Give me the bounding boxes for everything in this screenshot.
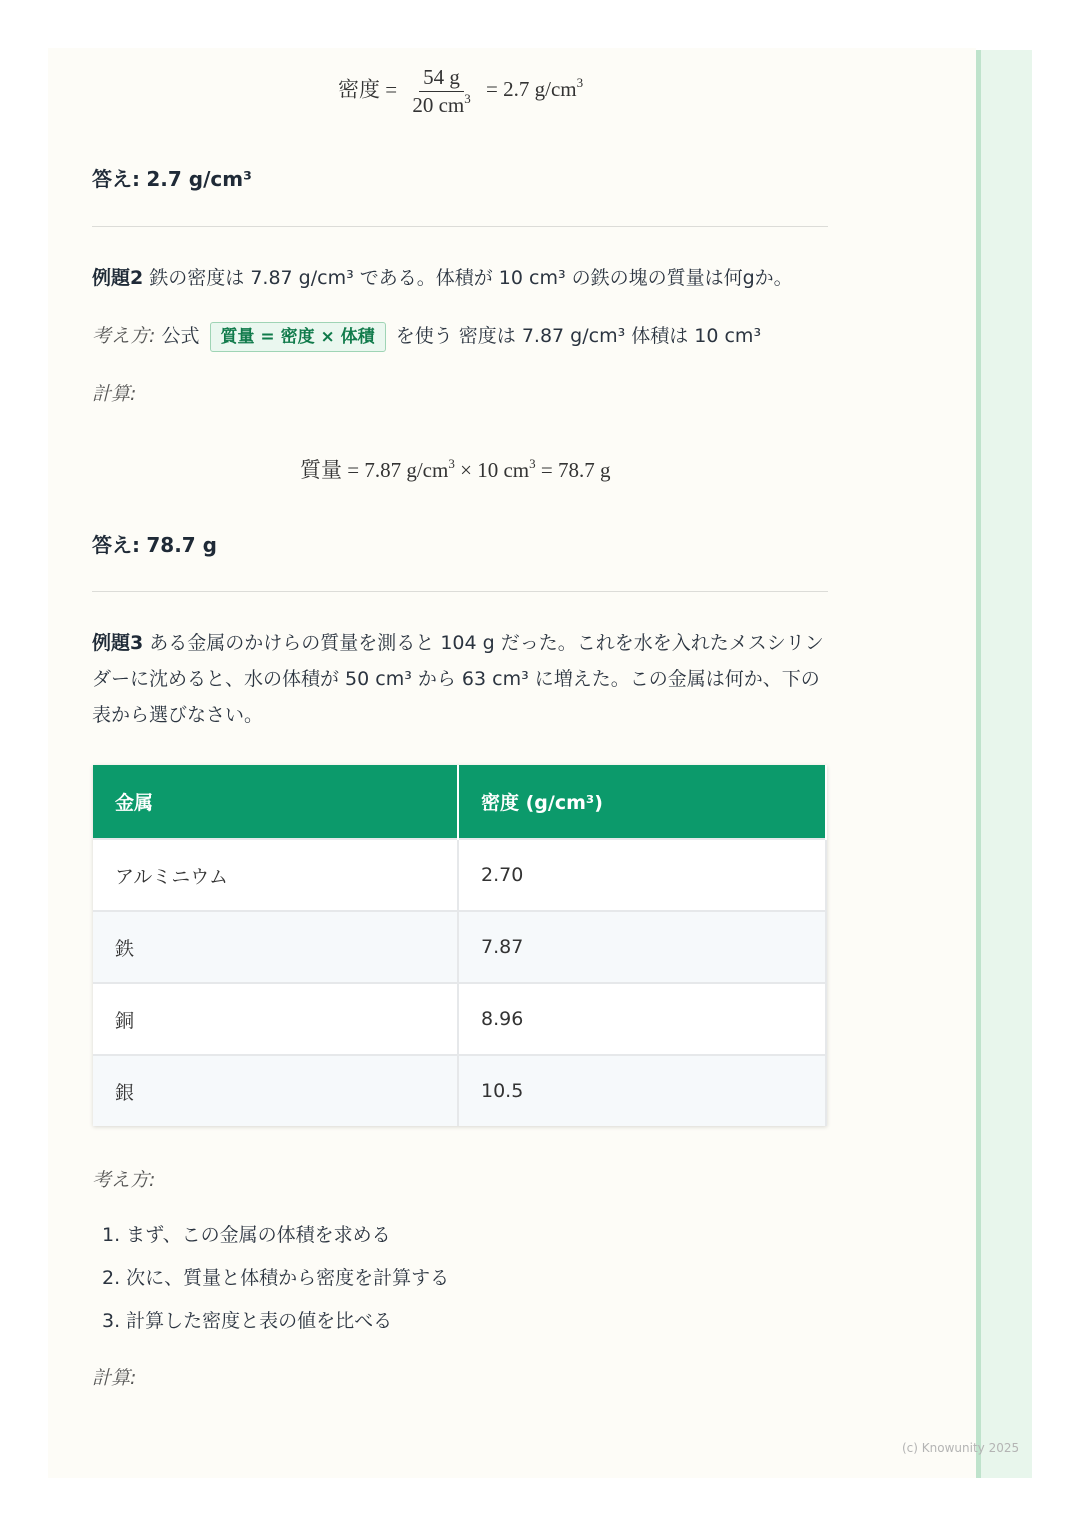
- answer-value: 78.7 g: [146, 533, 217, 557]
- approach-label: 考え方:: [92, 1169, 156, 1191]
- divider: [92, 226, 828, 227]
- example-2-title: 例題2: [92, 267, 144, 289]
- example-2-text: 鉄の密度は 7.87 g/cm³ である。体積が 10 cm³ の鉄の塊の質量は何gか。: [149, 267, 793, 289]
- approach-pre: 公式: [161, 325, 200, 347]
- table-cell: 10.5: [458, 1055, 826, 1126]
- list-item: 1. まず、この金属の体積を求める: [102, 1224, 391, 1246]
- eq1-lhs: 密度: [338, 77, 380, 102]
- answer-value: 2.7 g/cm³: [146, 167, 252, 191]
- table-cell: 7.87: [458, 911, 826, 983]
- table-header-metal: 金属: [93, 765, 458, 839]
- fraction: [408, 66, 474, 117]
- answer-label: 答え:: [92, 533, 140, 557]
- right-sidebar-strip: [976, 50, 1032, 1478]
- approach-post: を使う 密度は 7.87 g/cm³ 体積は 10 cm³: [395, 325, 762, 347]
- table-cell: 8.96: [458, 983, 826, 1055]
- approach-steps-list: [102, 1214, 449, 1343]
- list-item: 3. 計算した密度と表の値を比べる: [102, 1310, 393, 1332]
- approach-label: 考え方:: [92, 325, 156, 347]
- table-cell: 銀: [93, 1055, 458, 1126]
- divider: [92, 591, 828, 592]
- example-3-text: ある金属のかけらの質量を測ると 104 g だった。これを水を入れたメスシリンダーに沈めると、水の体積が 50 cm³ から 63 cm³ に増えた。この金属は何か、下の表から選びなさい。: [92, 632, 824, 726]
- table-row: [93, 1055, 826, 1126]
- equation-mass: 質量 = 7.87 $g/cm^3 \times 10$ $cm^3 = 78.7$ g: [300, 455, 611, 482]
- example-2-calc-label: [92, 376, 828, 412]
- table-row: [93, 983, 826, 1055]
- table-row: [93, 839, 826, 911]
- fraction-numerator: 54 g: [419, 66, 464, 92]
- calc-label: 計算:: [92, 1367, 137, 1389]
- example-3: [92, 625, 828, 733]
- fraction-denominator: 20 $cm^3$: [412, 90, 471, 118]
- answer-1: [92, 163, 252, 192]
- calc-label: 計算:: [92, 383, 137, 405]
- eq1-result: = 2.7 $g/cm^3$: [486, 75, 584, 102]
- approach-3-label: [92, 1162, 828, 1198]
- approach-3-calc-label: [92, 1360, 828, 1396]
- example-2: [92, 260, 828, 296]
- answer-label: 答え:: [92, 167, 140, 191]
- equation-density: 密度 = $\frac{54 g}{20 cm^3}$ = 2.7 $g/cm^3$: [338, 65, 584, 118]
- formula-chip: 質量 = 密度 × 体積: [210, 322, 386, 352]
- density-table: [93, 765, 827, 1126]
- table-header-density: 密度 (g/cm³): [458, 765, 826, 839]
- example-2-approach: [92, 318, 828, 354]
- list-item: 2. 次に、質量と体積から密度を計算する: [102, 1267, 450, 1289]
- answer-2: [92, 529, 217, 558]
- table-cell: 銅: [93, 983, 458, 1055]
- table-cell: 2.70: [458, 839, 826, 911]
- copyright-footer: (c) Knowunity 2025: [902, 1441, 1020, 1455]
- example-3-title: 例題3: [92, 632, 144, 654]
- table-cell: 鉄: [93, 911, 458, 983]
- table-cell: アルミニウム: [93, 839, 458, 911]
- table-row: [93, 911, 826, 983]
